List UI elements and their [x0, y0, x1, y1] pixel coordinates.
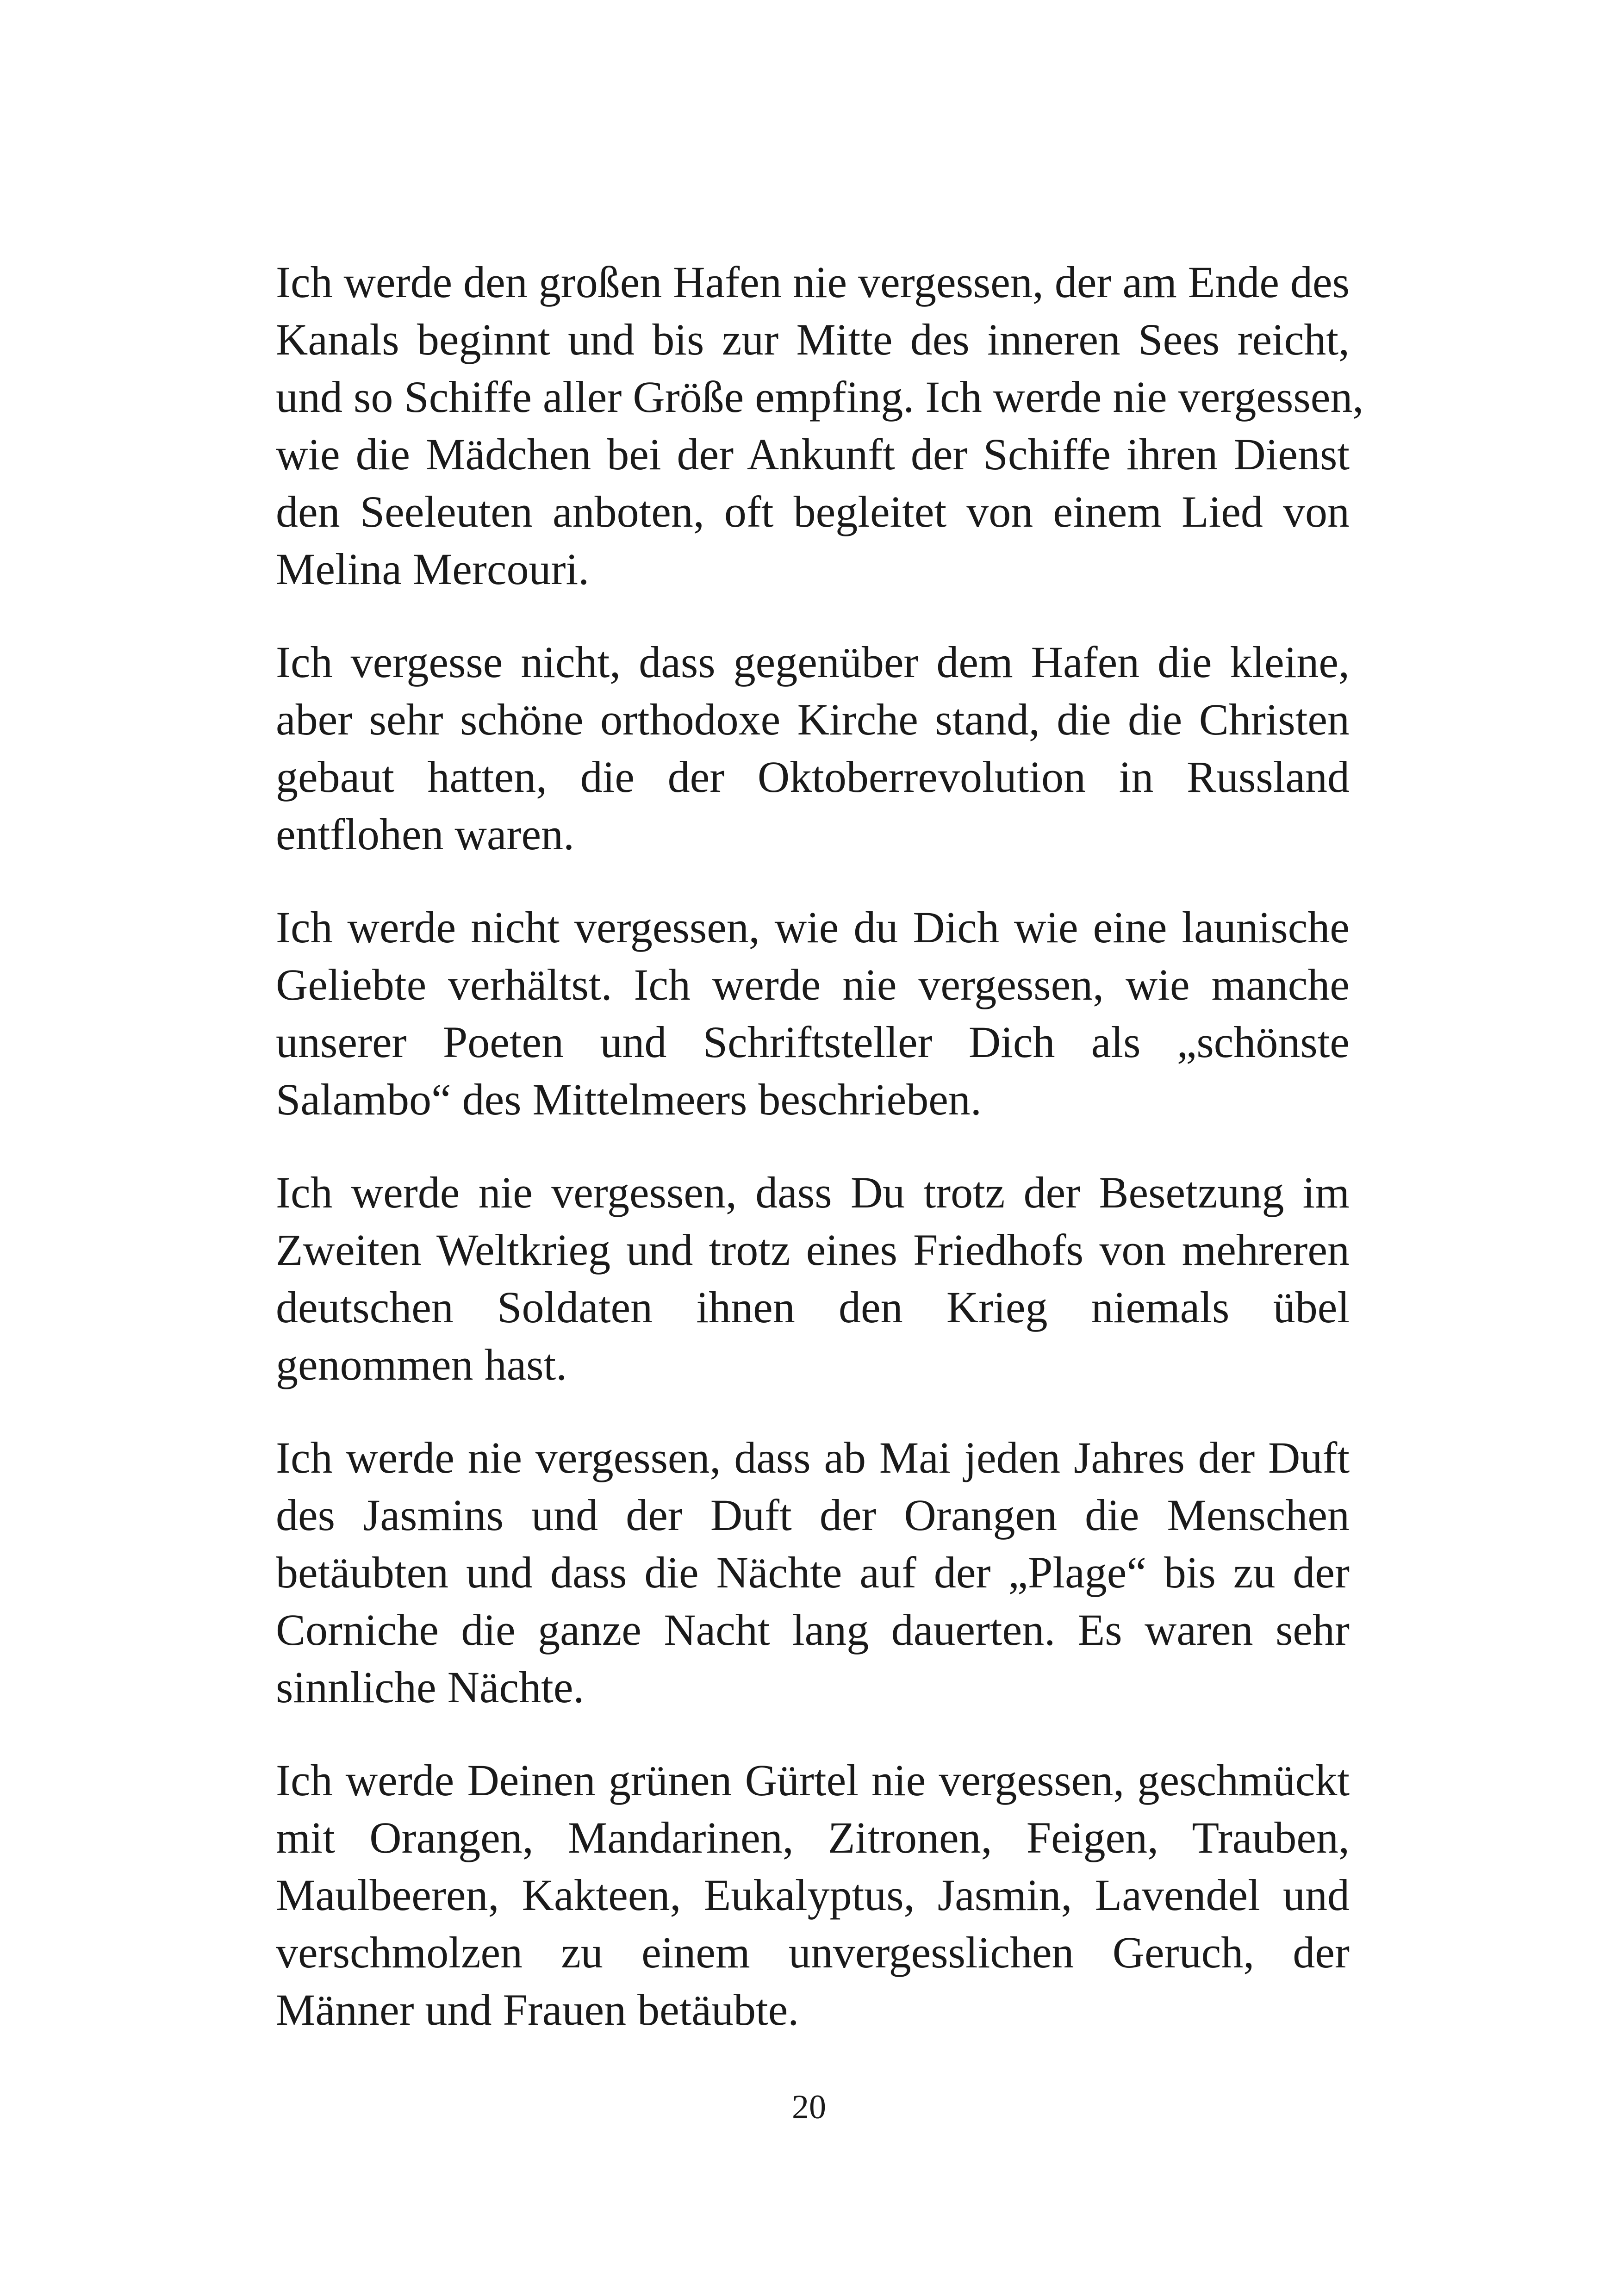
text-line: des Jasmins und der Duft der Orangen die Menschen: [276, 1490, 1350, 1540]
text-line: verschmolzen zu einem unvergesslichen Geruch, der: [276, 1928, 1350, 1977]
paragraph-5: [276, 1429, 1350, 1716]
text-line: und so Schiffe aller Größe empfing. Ich werde nie vergessen,: [276, 372, 1364, 422]
paragraph-1: [276, 254, 1364, 598]
text-line: Ich vergesse nicht, dass gegenüber dem Hafen die kleine,: [276, 637, 1350, 687]
text-line: aber sehr schöne orthodoxe Kirche stand, die die Christen: [276, 695, 1350, 744]
text-line: Ich werde nie vergessen, dass ab Mai jeden Jahres der Duft: [276, 1433, 1350, 1482]
text-line: Maulbeeren, Kakteen, Eukalyptus, Jasmin, Lavendel und: [276, 1870, 1350, 1920]
text-line: Kanals beginnt und bis zur Mitte des inneren Sees reicht,: [276, 315, 1350, 364]
paragraph-3: [276, 899, 1350, 1128]
text-line: entflohen waren.: [276, 809, 575, 859]
paragraph-4: [276, 1164, 1350, 1394]
paragraph-2: [276, 634, 1350, 863]
text-line: Salambo“ des Mittelmeers beschrieben.: [276, 1075, 982, 1124]
text-line: Zweiten Weltkrieg und trotz eines Friedhofs von mehreren: [276, 1225, 1350, 1275]
text-line: Melina Mercouri.: [276, 544, 590, 594]
text-line: Ich werde nie vergessen, dass Du trotz der Besetzung im: [276, 1168, 1350, 1217]
text-line: Ich werde den großen Hafen nie vergessen, der am Ende des: [276, 257, 1350, 307]
body-text: [276, 254, 1364, 2074]
text-line: betäubten und dass die Nächte auf der „Plage“ bis zu der: [276, 1548, 1350, 1597]
page-number: 20: [792, 2088, 826, 2126]
text-line: mit Orangen, Mandarinen, Zitronen, Feigen, Trauben,: [276, 1813, 1350, 1862]
text-line: Männer und Frauen betäubte.: [276, 1985, 799, 2035]
text-line: deutschen Soldaten ihnen den Krieg niemals übel: [276, 1282, 1350, 1332]
text-line: Ich werde Deinen grünen Gürtel nie vergessen, geschmückt: [276, 1755, 1350, 1805]
text-line: wie die Mädchen bei der Ankunft der Schiffe ihren Dienst: [276, 429, 1350, 479]
text-line: genommen hast.: [276, 1340, 567, 1389]
text-line: gebaut hatten, die der Oktoberrevolution in Russland: [276, 752, 1350, 802]
paragraph-6: [276, 1752, 1350, 2039]
text-line: sinnliche Nächte.: [276, 1662, 585, 1712]
text-line: Geliebte verhältst. Ich werde nie vergessen, wie manche: [276, 960, 1350, 1009]
text-line: Corniche die ganze Nacht lang dauerten. Es waren sehr: [276, 1605, 1350, 1655]
text-line: unserer Poeten und Schriftsteller Dich als „schönste: [276, 1017, 1350, 1067]
text-line: den Seeleuten anboten, oft begleitet von einem Lied von: [276, 487, 1350, 536]
text-line: Ich werde nicht vergessen, wie du Dich wie eine launische: [276, 902, 1350, 952]
